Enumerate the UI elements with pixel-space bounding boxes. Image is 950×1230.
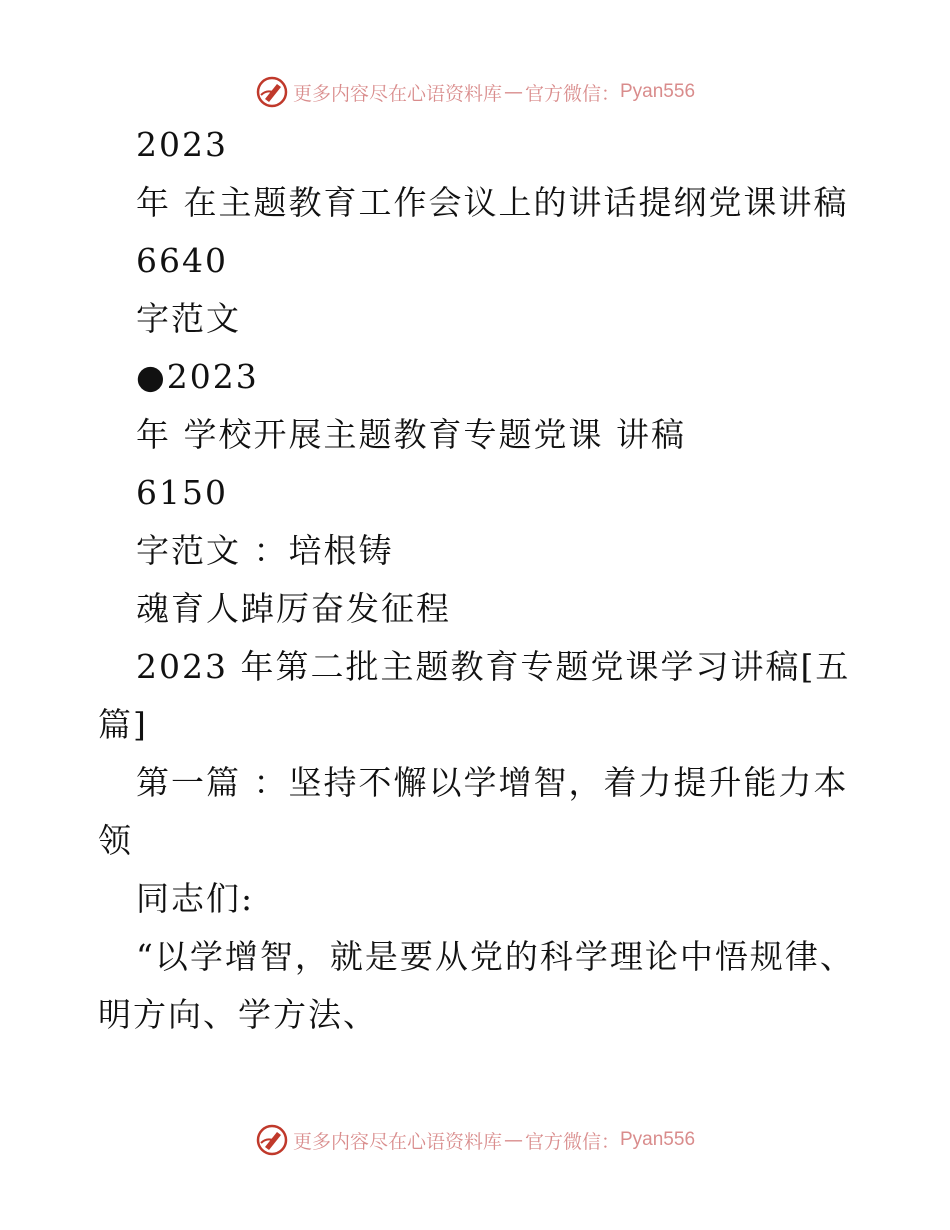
footer-watermark xyxy=(0,1120,950,1160)
text-line: 字范文 ：培根铸 xyxy=(136,531,394,570)
watermark-separator: — xyxy=(503,81,523,103)
text-line: 同志们: xyxy=(136,879,255,918)
header-watermark xyxy=(0,72,950,112)
text-line: 6150 xyxy=(136,473,228,512)
watermark-official: 官方微信： xyxy=(524,82,620,105)
text-line: 2023 年第二批主题教育专题党课学习讲稿[五 xyxy=(136,647,851,686)
watermark-id: Pyan556 xyxy=(620,1129,696,1150)
watermark-official: 官方微信： xyxy=(524,1130,620,1153)
watermark-text: 更多内容尽在心语资料库 xyxy=(292,82,502,105)
pen-circle-logo-icon xyxy=(255,1123,289,1157)
watermark-id: Pyan556 xyxy=(620,81,696,102)
text-line: “以学增智，就是要从党的科学理论中悟规律、 xyxy=(136,937,855,976)
watermark-text: 更多内容尽在心语资料库 xyxy=(292,1130,502,1153)
text-line: 领 xyxy=(98,821,133,860)
text-line: 魂育人踔厉奋发征程 xyxy=(136,589,451,628)
text-line: 篇] xyxy=(98,705,148,744)
watermark-separator: — xyxy=(503,1129,523,1151)
text-line: 第一篇 ：坚持不懈以学增智，着力提升能力本 xyxy=(136,763,849,802)
document-body xyxy=(98,116,855,1044)
text-line: 年 学校开展主题教育专题党课 讲稿 xyxy=(136,415,686,454)
pen-circle-logo-icon xyxy=(255,75,289,109)
text-line: ●2023 xyxy=(136,357,259,396)
text-line: 字范文 xyxy=(136,299,241,338)
text-line: 2023 xyxy=(136,125,228,164)
text-line: 明方向、学方法、 xyxy=(98,995,378,1034)
text-line: 6640 xyxy=(136,241,228,280)
text-line: 年 在主题教育工作会议上的讲话提纲党课讲稿 xyxy=(136,183,849,222)
